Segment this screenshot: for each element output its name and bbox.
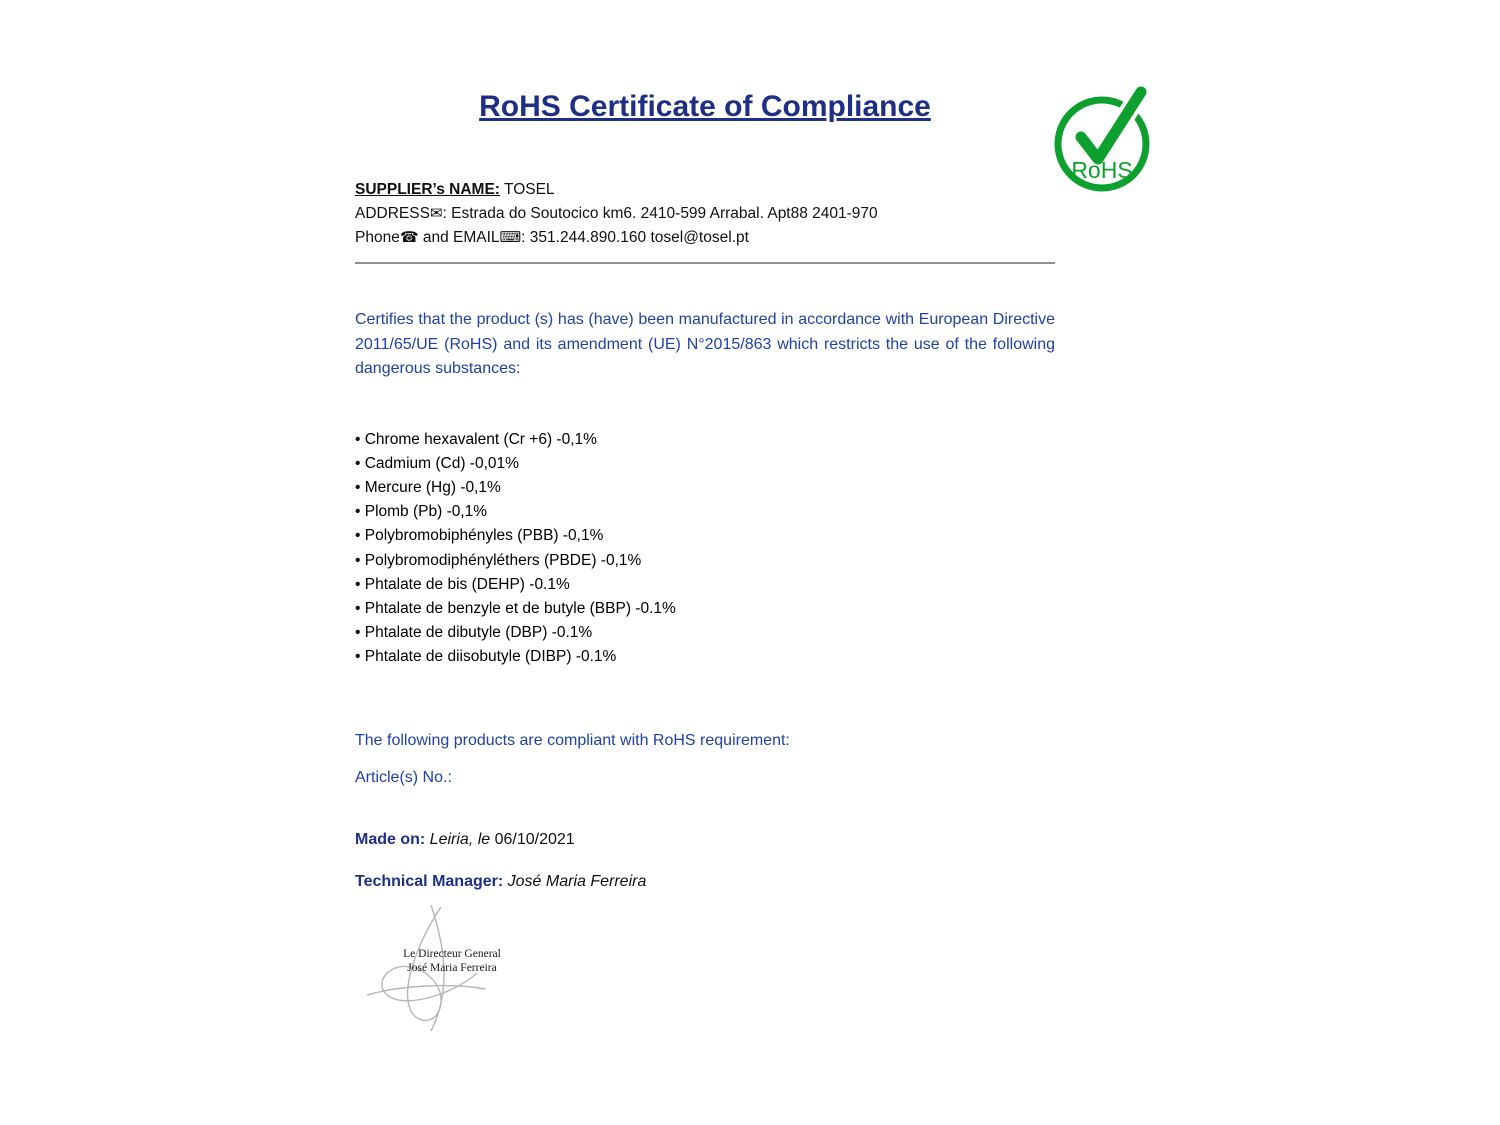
- phone-label: Phone: [355, 229, 400, 246]
- contact-value: : 351.244.890.160 tosel@tosel.pt: [521, 229, 749, 246]
- signature-name: José Maria Ferreira: [407, 961, 497, 974]
- page-title: RoHS Certificate of Compliance: [479, 90, 931, 123]
- technical-manager-name: José Maria Ferreira: [507, 872, 647, 890]
- computer-icon: ⌨: [499, 229, 522, 246]
- made-on-place: Leiria, le: [429, 830, 491, 848]
- supplier-name-label: SUPPLIER’s NAME:: [355, 181, 500, 198]
- list-item: • Plomb (Pb) -0,1%: [355, 500, 1055, 524]
- made-on-date: 06/10/2021: [494, 830, 575, 848]
- supplier-address-line: [355, 202, 1055, 226]
- articles-label: Article(s) No.:: [355, 768, 452, 786]
- signature-caption: [387, 947, 517, 975]
- signature-block: [359, 905, 519, 1035]
- list-item: • Polybromodiphényléthers (PBDE) -0,1%: [355, 549, 1055, 573]
- address-value: : Estrada do Soutocico km6. 2410-599 Arrabal. Apt88 2401-970: [442, 205, 878, 222]
- made-on-label: Made on:: [355, 830, 426, 848]
- list-item: • Phtalate de benzyle et de butyle (BBP) -0.1%: [355, 597, 1055, 621]
- email-label: and EMAIL: [422, 229, 500, 246]
- rohs-logo-label: RoHS: [1071, 157, 1133, 183]
- rohs-logo-graphic: [1052, 82, 1152, 194]
- list-item: • Chrome hexavalent (Cr +6) -0,1%: [355, 428, 1055, 452]
- made-on-line: [355, 831, 1055, 849]
- supplier-name-value: TOSEL: [504, 181, 555, 198]
- compliance-note: The following products are compliant with RoHS requirement:: [355, 731, 790, 749]
- list-item: • Phtalate de dibutyle (DBP) -0.1%: [355, 621, 1055, 645]
- substances-list: [355, 428, 1055, 670]
- supplier-contact-line: [355, 226, 1055, 250]
- certification-statement: Certifies that the product (s) has (have) been manufactured in accordance with European Directive 2011/65/UE (RoHS) and its amendment (UE) N°2015/863 which restricts the use of the following dangerous substances:: [355, 311, 1055, 377]
- address-label: ADDRESS: [355, 205, 430, 222]
- list-item: • Mercure (Hg) -0,1%: [355, 476, 1055, 500]
- technical-manager-label: Technical Manager:: [355, 872, 504, 890]
- header-divider: [355, 262, 1055, 264]
- document-content: [355, 88, 1055, 1035]
- list-item: • Phtalate de diisobutyle (DIBP) -0.1%: [355, 645, 1055, 669]
- envelope-icon: ✉: [429, 205, 443, 222]
- phone-icon: ☎: [399, 229, 419, 246]
- technical-manager-line: [355, 873, 1055, 891]
- supplier-block: [355, 178, 1055, 250]
- supplier-name-line: [355, 178, 1055, 202]
- list-item: • Cadmium (Cd) -0,01%: [355, 452, 1055, 476]
- list-item: • Phtalate de bis (DEHP) -0.1%: [355, 573, 1055, 597]
- list-item: • Polybromobiphényles (PBB) -0,1%: [355, 524, 1055, 548]
- signature-title: Le Directeur General: [403, 947, 501, 960]
- rohs-logo: [1052, 82, 1152, 194]
